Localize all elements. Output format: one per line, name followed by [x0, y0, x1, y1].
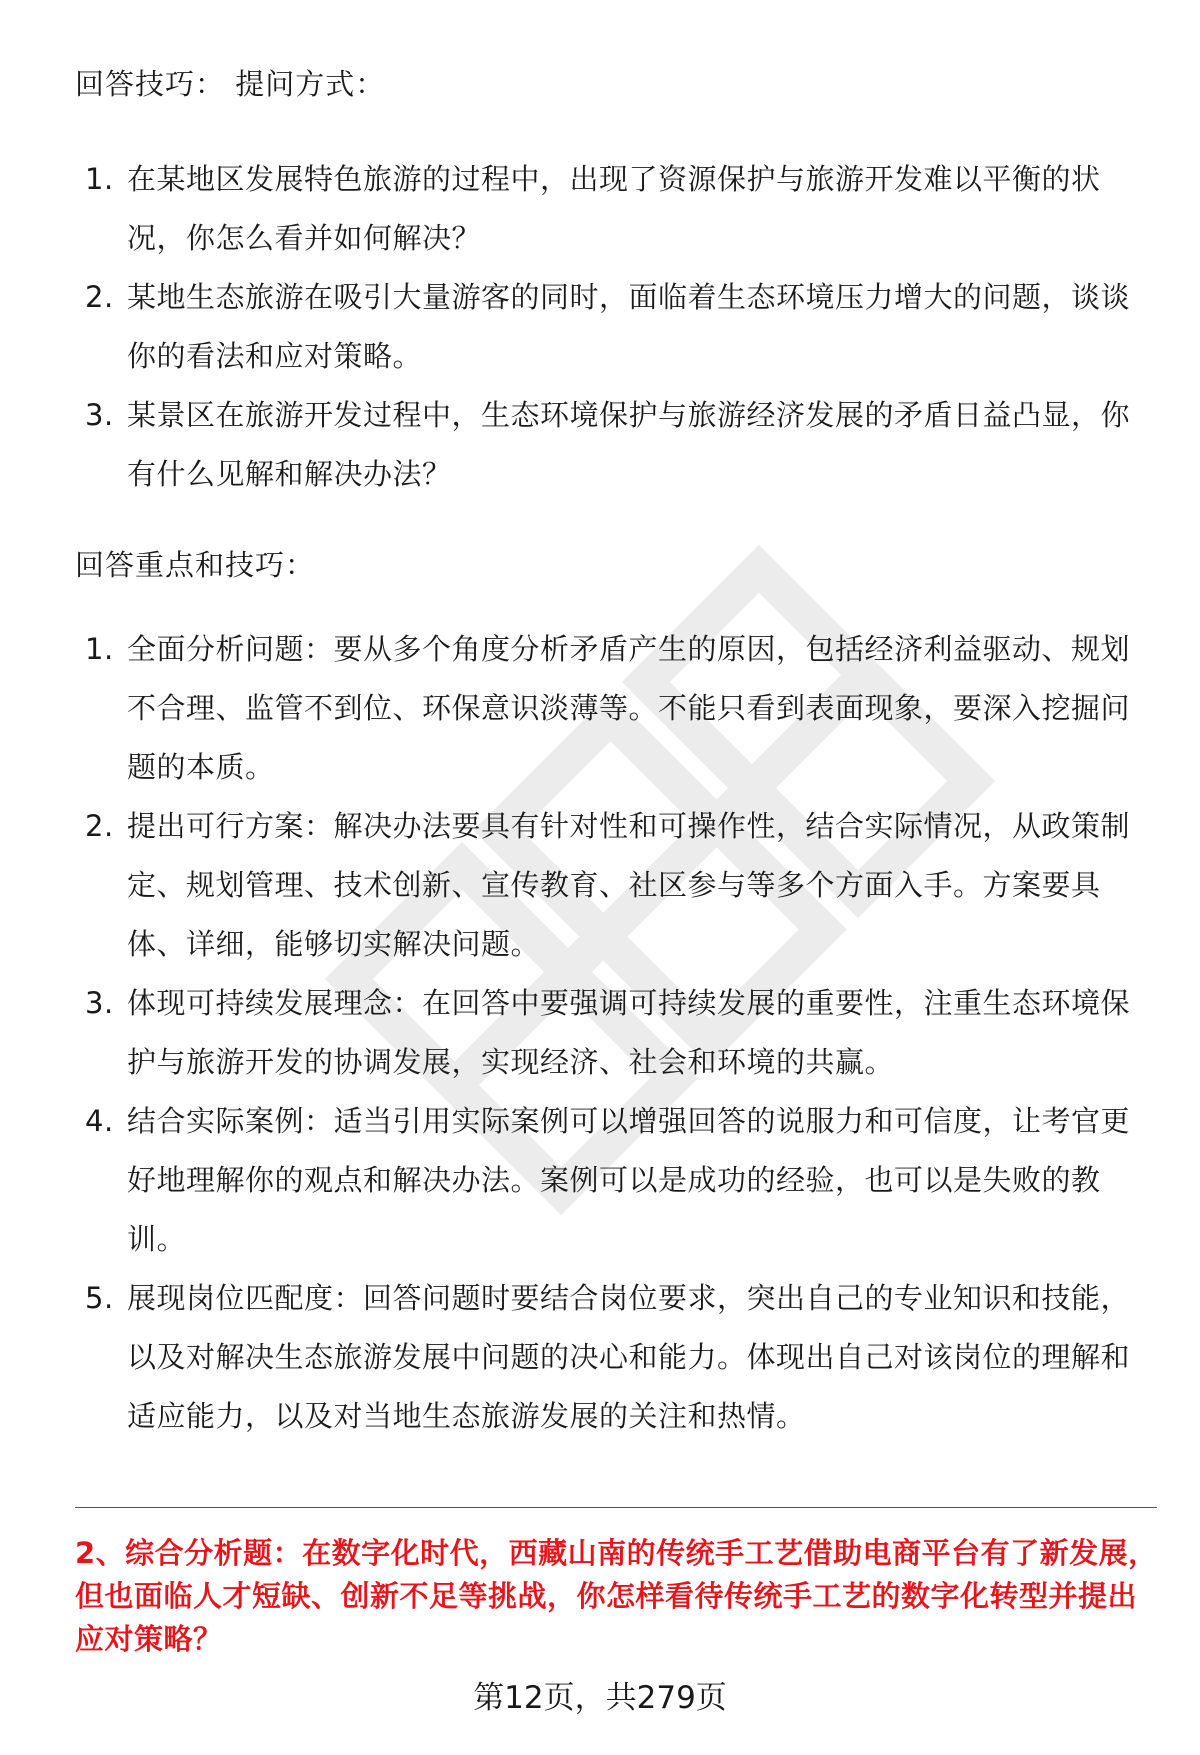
- list-item: [75, 150, 1155, 268]
- list-item-text: 结合实际案例：适当引用实际案例可以增强回答的说服力和可信度，让考官更好地理解你的观点和解决办法。案例可以是成功的经验，也可以是失败的教训。: [127, 1104, 1131, 1256]
- list-item-text: 全面分析问题：要从多个角度分析矛盾产生的原因，包括经济利益驱动、规划不合理、监管不到位、环保意识淡薄等。不能只看到表面现象，要深入挖掘问题的本质。: [127, 632, 1131, 784]
- section-divider: [75, 1507, 1157, 1508]
- list-item-text: 某景区在旅游开发过程中，生态环境保护与旅游经济发展的矛盾日益凸显，你有什么见解和解决办法？: [127, 398, 1131, 491]
- list-item-number: 3.: [85, 986, 114, 1020]
- list-item: [75, 1092, 1155, 1269]
- list-item-number: 1.: [85, 162, 114, 196]
- list-item: [75, 1269, 1155, 1446]
- page-number: 第12页，共279页: [473, 1680, 727, 1716]
- list-item: [75, 386, 1155, 504]
- section-heading-key-points: 回答重点和技巧：: [75, 548, 316, 582]
- list-item-number: 1.: [85, 632, 114, 666]
- list-item-text: 某地生态旅游在吸引大量游客的同时，面临着生态环境压力增大的问题，谈谈你的看法和应对策略。: [127, 280, 1131, 373]
- list-item-number: 4.: [85, 1104, 114, 1138]
- list-item: [75, 974, 1155, 1092]
- question-style-list: [75, 150, 1155, 504]
- list-item-number: 3.: [85, 398, 114, 432]
- list-item-number: 2.: [85, 280, 114, 314]
- list-item-number: 2.: [85, 809, 114, 843]
- list-item: [75, 620, 1155, 797]
- section-heading-answer-tips: 回答技巧： 提问方式：: [75, 67, 386, 101]
- analysis-question: 2、综合分析题：在数字化时代，西藏山南的传统手工艺借助电商平台有了新发展，但也面临人才短缺、创新不足等挑战，你怎样看待传统手工艺的数字化转型并提出应对策略？: [75, 1536, 1158, 1656]
- list-item-text: 体现可持续发展理念：在回答中要强调可持续发展的重要性，注重生态环境保护与旅游开发的协调发展，实现经济、社会和环境的共赢。: [127, 986, 1131, 1079]
- list-item-text: 展现岗位匹配度：回答问题时要结合岗位要求，突出自己的专业知识和技能，以及对解决生态旅游发展中问题的决心和能力。体现出自己对该岗位的理解和适应能力，以及对当地生态旅游发展的关注和热情。: [127, 1281, 1131, 1433]
- list-item-text: 提出可行方案：解决办法要具有针对性和可操作性，结合实际情况，从政策制定、规划管理、技术创新、宣传教育、社区参与等多个方面入手。方案要具体、详细，能够切实解决问题。: [127, 809, 1131, 961]
- list-item-number: 5.: [85, 1281, 114, 1315]
- list-item: [75, 268, 1155, 386]
- list-item: [75, 797, 1155, 974]
- key-points-list: [75, 620, 1155, 1446]
- list-item-text: 在某地区发展特色旅游的过程中，出现了资源保护与旅游开发难以平衡的状况，你怎么看并如何解决？: [127, 162, 1101, 255]
